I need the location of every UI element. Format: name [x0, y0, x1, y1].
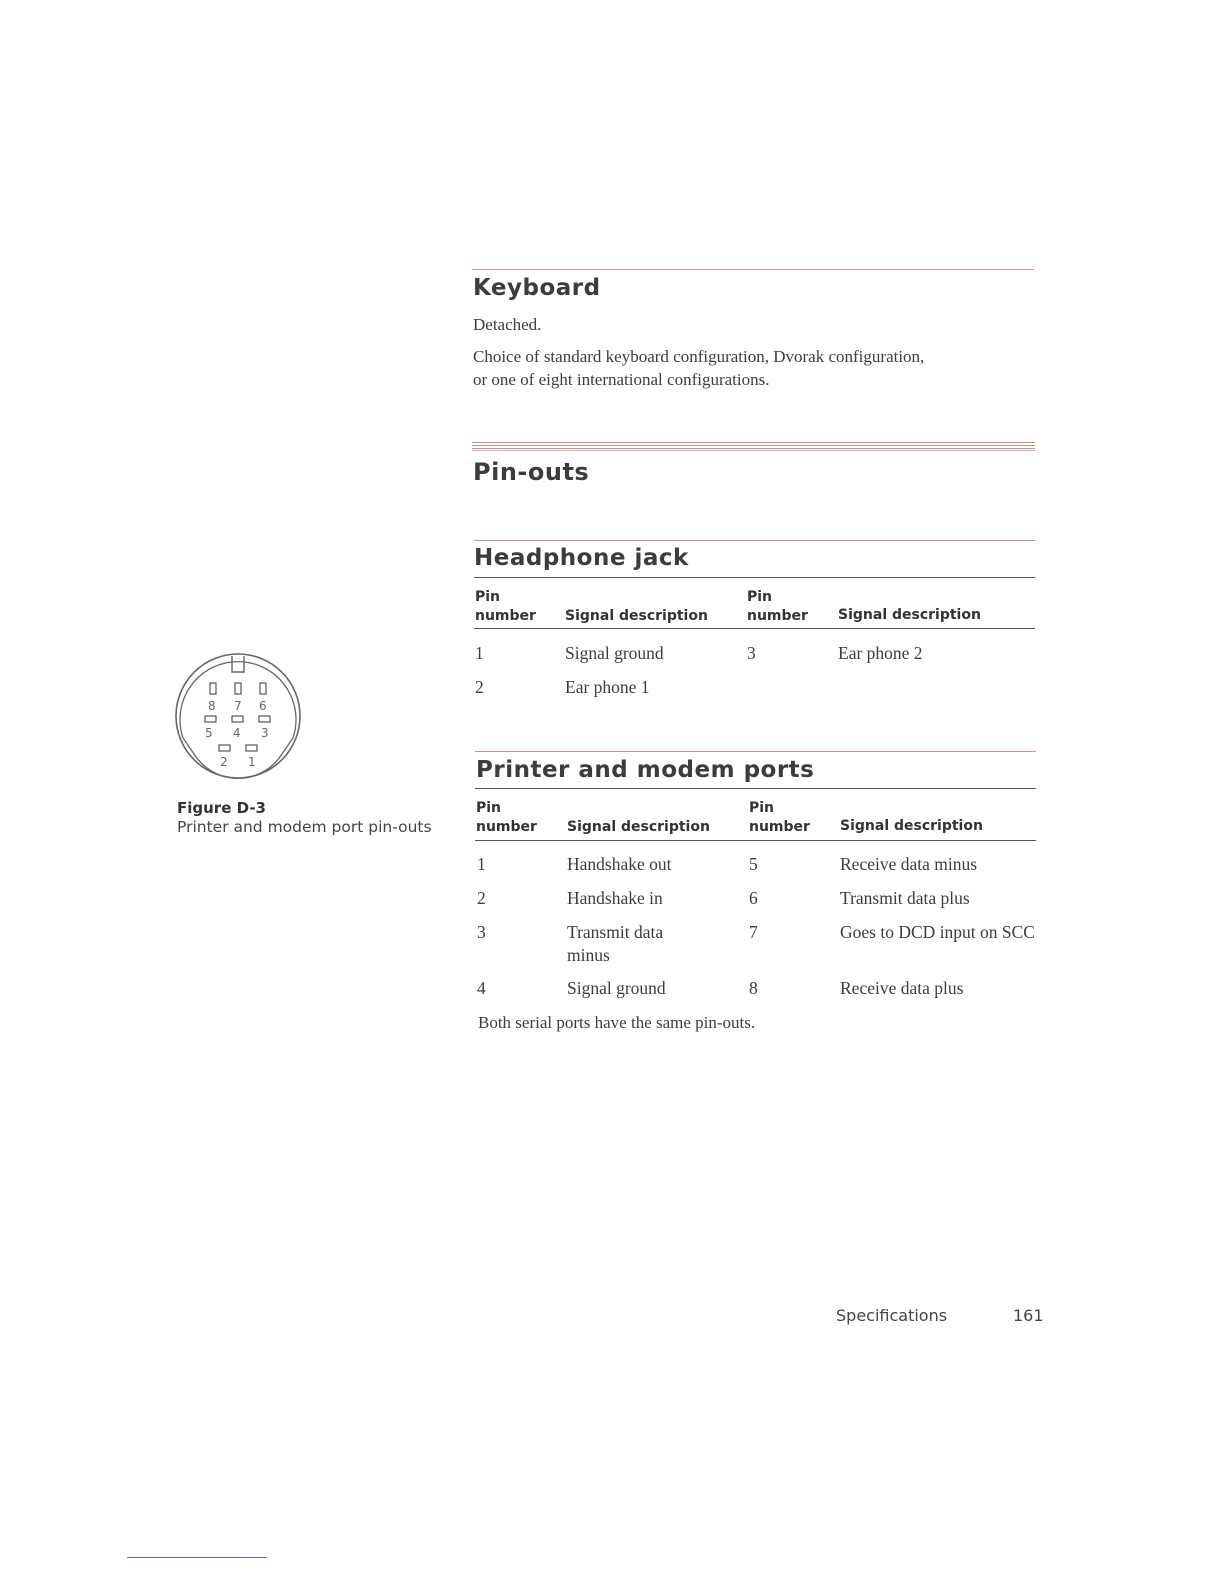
keyboard-heading: Keyboard: [473, 275, 601, 301]
pin-label: 4: [233, 726, 241, 740]
connector-shell: [232, 656, 244, 672]
col-pin-line2: number: [747, 608, 808, 624]
signal-cell: Signal ground: [567, 978, 666, 998]
figure-title: Figure D-3: [177, 799, 266, 817]
printer-col-pin-a: [476, 799, 537, 837]
pin-label: 5: [205, 726, 213, 740]
headphone-col-pin-a: [475, 588, 536, 626]
pin-cell: 5: [749, 854, 758, 874]
pin-4-socket: [232, 716, 243, 722]
pin-cell: 1: [477, 854, 486, 874]
col-pin-line1: Pin: [749, 800, 775, 816]
pin-8-socket: [210, 683, 216, 694]
pin-label: 8: [208, 699, 216, 713]
pin-label: 3: [261, 726, 269, 740]
pin-label: 7: [234, 699, 242, 713]
col-pin-line1: Pin: [747, 589, 773, 605]
headphone-header-rule: [474, 628, 1035, 629]
printer-col-pin-b: [749, 799, 810, 837]
pin-2-socket: [219, 745, 230, 751]
table-row: [474, 676, 1035, 702]
printer-heading-underline: [475, 788, 1036, 789]
table-row: [474, 642, 1035, 668]
signal-cell: Ear phone 1: [565, 677, 650, 697]
printer-col-signal-b: Signal description: [840, 818, 983, 834]
footer-section: Specifications: [836, 1306, 948, 1325]
col-pin-line2: number: [475, 608, 536, 624]
printer-top-rule: [475, 751, 1036, 752]
col-pin-line1: Pin: [476, 800, 502, 816]
pin-3-socket: [259, 716, 270, 722]
headphone-col-pin-b: [747, 588, 808, 626]
signal-cell: Receive data minus: [840, 854, 978, 874]
keyboard-para-1: Detached.: [473, 315, 542, 334]
table-row: [476, 921, 1036, 969]
headphone-col-signal-a: Signal description: [565, 608, 708, 624]
signal-cell: Signal ground: [565, 643, 664, 663]
figure-caption: Printer and modem port pin-outs: [177, 818, 432, 836]
printer-header-rule: [475, 840, 1036, 841]
pin-1-socket: [246, 745, 257, 751]
pin-cell: 6: [749, 888, 758, 908]
pinouts-heading: Pin-outs: [473, 458, 590, 486]
connector-inner-outline: [180, 662, 296, 779]
headphone-heading-underline: [474, 577, 1035, 578]
col-pin-line2: number: [476, 819, 537, 835]
printer-col-signal-a: Signal description: [567, 819, 710, 835]
headphone-top-rule: [474, 540, 1035, 541]
headphone-heading: Headphone jack: [474, 545, 689, 571]
pin-cell: 2: [477, 888, 486, 908]
pinouts-double-rule: [472, 442, 1035, 451]
pin-cell: 1: [475, 643, 484, 663]
pin-5-socket: [205, 716, 216, 722]
pin-cell: 8: [749, 978, 758, 998]
table-row: [476, 853, 1036, 879]
pin-cell: 7: [749, 922, 758, 942]
signal-cell: Ear phone 2: [838, 643, 923, 663]
pin-6-socket: [260, 683, 266, 694]
bottom-edge-rule: [127, 1557, 267, 1558]
pin-7-socket: [235, 683, 241, 694]
keyboard-para-2-line-2: or one of eight international configurations.: [473, 370, 770, 389]
printer-note: Both serial ports have the same pin-outs.: [478, 1013, 756, 1032]
signal-cell: Handshake out: [567, 854, 672, 874]
connector-diagram: [170, 650, 306, 780]
keyboard-para-2-line-1: Choice of standard keyboard configuration, Dvorak configuration,: [473, 347, 925, 366]
table-row: [476, 977, 1036, 1003]
table-row: [476, 887, 1036, 913]
keyboard-para-2: [473, 345, 1043, 391]
pin-cell: 3: [747, 643, 756, 663]
signal-cell: Goes to DCD input on SCC: [840, 922, 1035, 942]
col-pin-line1: Pin: [475, 589, 501, 605]
signal-cell: Transmit data minus: [567, 922, 664, 965]
pin-label: 2: [220, 755, 228, 769]
signal-cell: Receive data plus: [840, 978, 964, 998]
printer-heading: Printer and modem ports: [476, 757, 815, 783]
footer-page-number: 161: [1013, 1306, 1044, 1325]
pin-label: 6: [259, 699, 267, 713]
pin-label: 1: [248, 755, 256, 769]
signal-cell: Transmit data plus: [840, 888, 970, 908]
keyboard-top-rule: [472, 269, 1034, 270]
col-pin-line2: number: [749, 819, 810, 835]
pin-cell: 2: [475, 677, 484, 697]
pin-cell: 4: [477, 978, 486, 998]
signal-cell: Handshake in: [567, 888, 663, 908]
headphone-col-signal-b: Signal description: [838, 607, 981, 623]
pin-cell: 3: [477, 922, 486, 942]
